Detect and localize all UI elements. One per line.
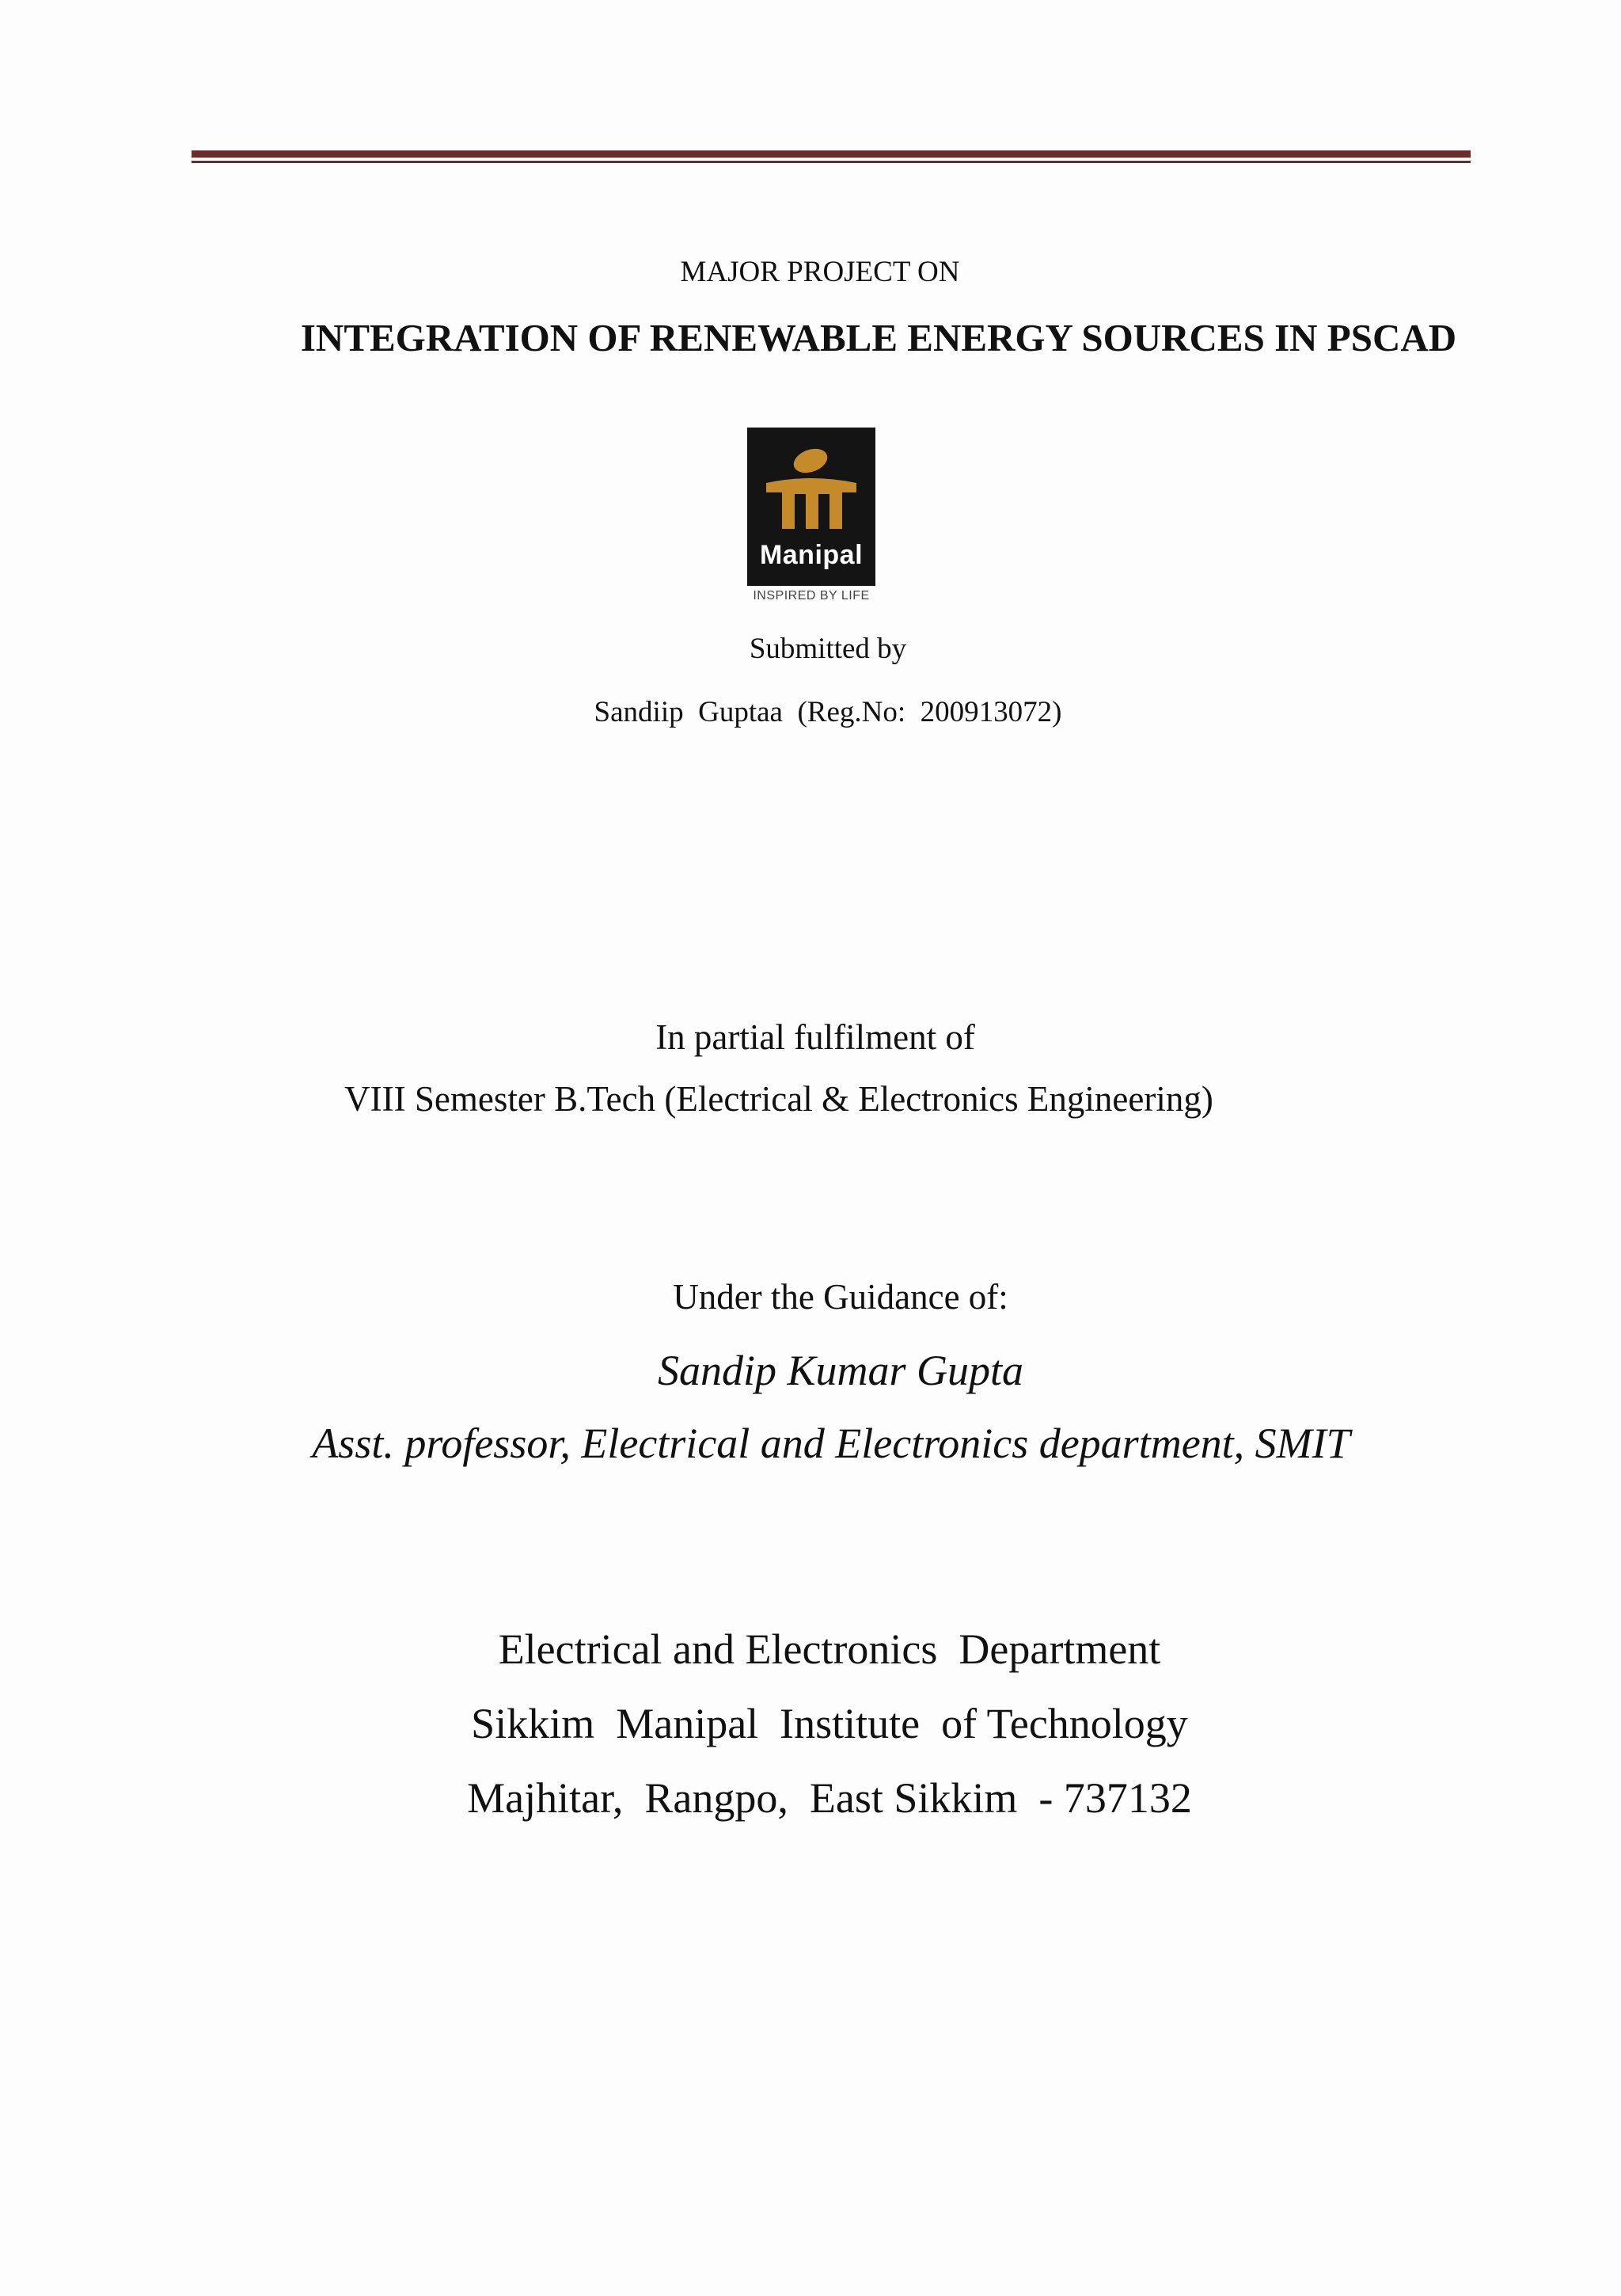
project-title: INTEGRATION OF RENEWABLE ENERGY SOURCES IN PSCAD [300, 316, 1457, 359]
project-kicker: MAJOR PROJECT ON [680, 256, 960, 288]
guide-title: Asst. professor, Electrical and Electronics department, SMIT [312, 1420, 1350, 1467]
program-line: VIII Semester B.Tech (Electrical & Electronics Engineering) [344, 1079, 1213, 1119]
department-line: Electrical and Electronics Department [498, 1625, 1161, 1673]
institute-address: Majhitar, Rangpo, East Sikkim - 737132 [467, 1774, 1192, 1822]
guidance-label: Under the Guidance of: [673, 1277, 1008, 1317]
submitted-by-label: Submitted by [749, 633, 907, 665]
institute-name: Sikkim Manipal Institute of Technology [471, 1700, 1188, 1747]
guide-name: Sandip Kumar Gupta [657, 1347, 1024, 1394]
manipal-logo [744, 428, 879, 603]
author-line: Sandiip Guptaa (Reg.No: 200913072) [594, 696, 1062, 728]
logo-tagline: INSPIRED BY LIFE [753, 589, 870, 603]
logo-word: Manipal [759, 540, 864, 570]
fulfilment-label: In partial fulfilment of [655, 1017, 975, 1057]
header-rule [192, 150, 1471, 163]
